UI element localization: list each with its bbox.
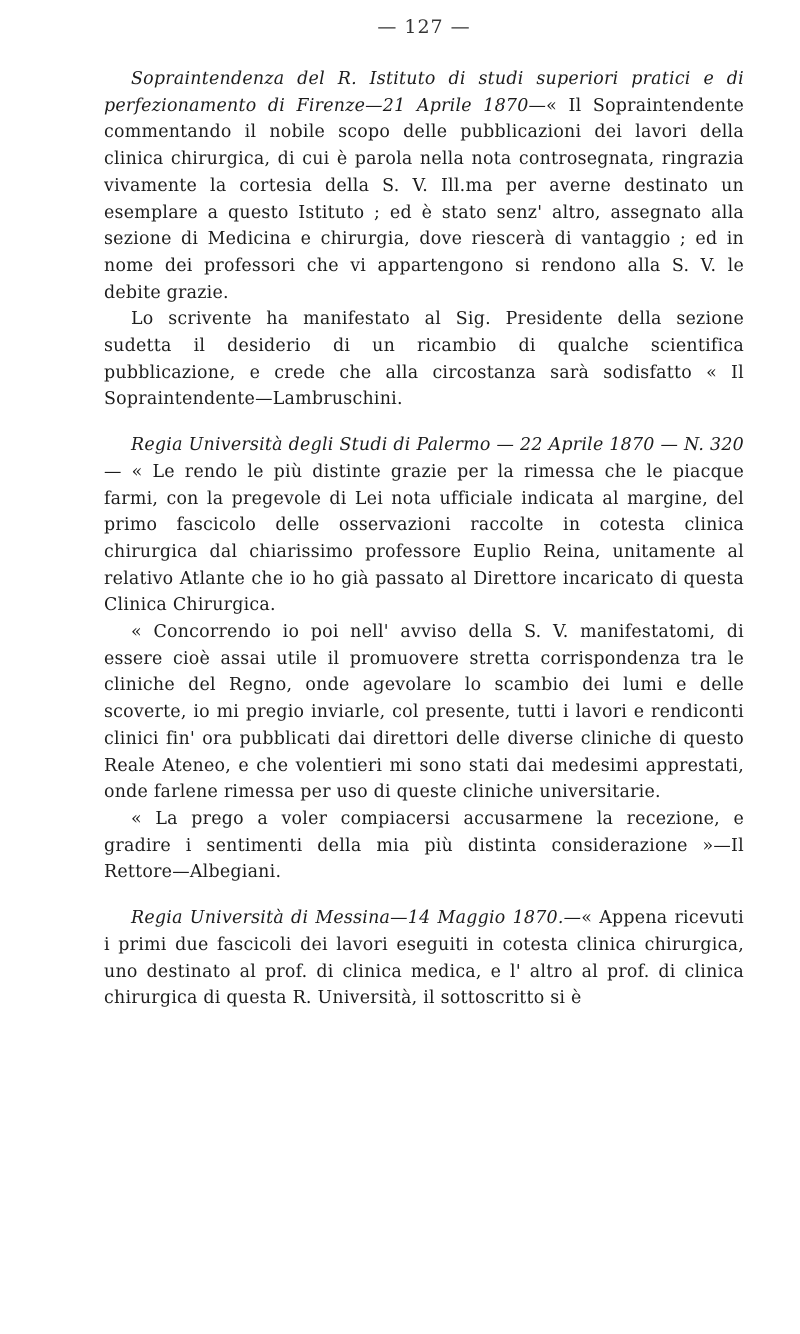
page-number: — 127 — [377, 16, 471, 38]
letter-text: « Il Sopraintendente commentando il nobile scopo delle pubblicazioni dei lavori della clinica chirurgica, di cui è parola nella nota controsegnata, ringrazia vivamente la cortesia della S. V. Ill.ma per averne destinato un esemplare a questo Istituto ; ed è stato senz' altro, assegnato alla sezione di Medicina e chirurgia, dove riescerà di vantaggio ; ed in nome dei professori che vi appartengono si rendono alla S. V. le debite grazie. [104, 95, 744, 303]
letter-text: « Appena ricevuti i primi due fascicoli dei lavori eseguiti in cotesta clinica chirurgica, uno destinato al prof. di clinica medica, e l' altro al prof. di clinica chirurgica di questa R. Università, il sottoscritto si è [104, 908, 744, 1009]
letter-heading-firenze: Sopraintendenza del R. Istituto di studi superiori pratici e di perfezionamento di Firenze—21 Aprile 1870— [104, 69, 744, 116]
letter-palermo-closing: « La prego a voler compiacersi accusarmene la recezione, e gradire i sentimenti della mia più distinta considerazione »—Il Rettore—Albegiani. [104, 808, 744, 883]
letter-palermo-opening [104, 432, 744, 619]
letter-firenze-opening [104, 66, 744, 306]
letter-firenze-paragraph: Lo scrivente ha manifestato al Sig. Presidente della sezione sudetta il desiderio di un ricambio di qualche scientifica pubblicazione, e crede che alla circostanza sarà sodisfatto « Il Sopraintendente—Lambruschini. [104, 309, 744, 410]
letter-heading-messina: Regia Università di Messina—14 Maggio 1870.— [131, 908, 582, 929]
letter-text: « Le rendo le più distinte grazie per la rimessa che le piacque farmi, con la pregevole di Lei nota ufficiale indicata al margine, del primo fascicolo delle osservazioni raccolte in cotesta clinica chirurgica dal chiarissimo professore Euplio Reina, unitamente al relativo Atlante che io ho già passato al Direttore incaricato di questa Clinica Chirurgica. [104, 461, 744, 616]
letter-messina-opening [104, 905, 744, 1012]
letter-palermo-paragraph: « Concorrendo io poi nell' avviso della S. V. manifestatomi, di essere cioè assai utile il promuovere stretta corrispondenza tra le cliniche del Regno, onde agevolare lo scambio dei lumi e delle scoverte, io mi pregio inviarle, col presente, tutti i lavori e rendiconti clinici fin' ora pubblicati dai direttori delle diverse cliniche di questo Reale Ateneo, e che volentieri mi sono stati dai medesimi apprestati, onde farlene rimessa per uso di queste cliniche universitarie. [104, 622, 744, 803]
letter-heading-palermo: Regia Università degli Studi di Palermo — 22 Aprile 1870 — N. 320 — [104, 435, 744, 482]
page-body [104, 66, 744, 1012]
